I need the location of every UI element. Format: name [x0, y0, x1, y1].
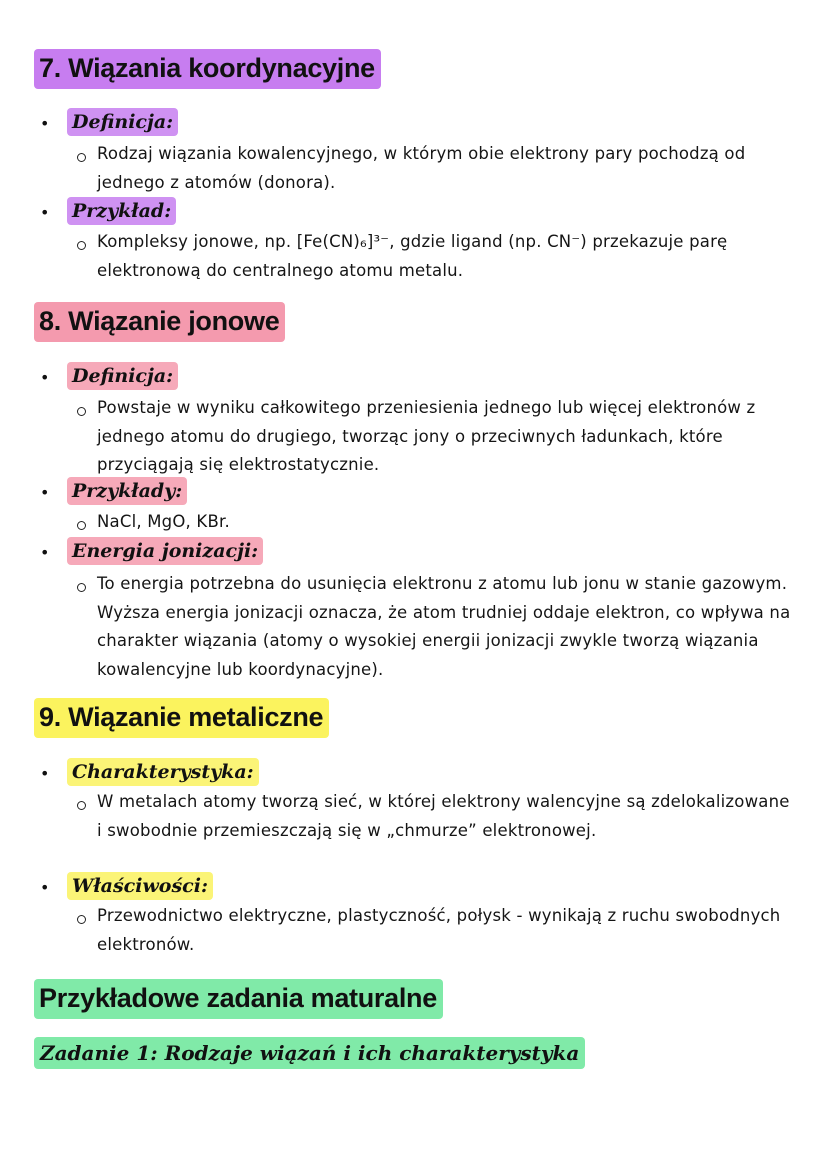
section-9-heading: 9. Wiązanie metaliczne: [34, 698, 329, 738]
circle-bullet-icon: [77, 407, 86, 416]
section-9-characteristics-text: W metalach atomy tworzą sieć, w której elektrony walencyjne są zdelokalizowane i swobodnie przemieszczają się w „chmurze” elektronowej.: [97, 792, 790, 840]
circle-bullet-icon: [77, 801, 86, 810]
section-7-heading: 7. Wiązania koordynacyjne: [34, 49, 381, 89]
bullet-icon: •: [40, 114, 50, 133]
section-8-ionization-label: Energia jonizacji:: [67, 537, 263, 565]
section-7-example-label: Przykład:: [67, 197, 176, 225]
bullet-icon: •: [40, 203, 50, 222]
section-8-definition-text: Powstaje w wyniku całkowitego przeniesienia jednego lub więcej elektronów z jednego atomu do drugiego, tworząc jony o przeciwnych ładunkach, które przyciągają się elektrostatycznie.: [97, 398, 756, 474]
section-8-examples-label: Przykłady:: [67, 477, 187, 505]
bullet-icon: •: [40, 878, 50, 897]
bullet-icon: •: [40, 764, 50, 783]
bullet-icon: •: [40, 543, 50, 562]
circle-bullet-icon: [77, 153, 86, 162]
section-7-definition-label: Definicja:: [67, 108, 178, 136]
circle-bullet-icon: [77, 521, 86, 530]
bullet-icon: •: [40, 368, 50, 387]
section-8-examples-text: NaCl, MgO, KBr.: [97, 512, 230, 531]
section-9-properties-text: Przewodnictwo elektryczne, plastyczność, połysk - wynikają z ruchu swobodnych elektronów.: [97, 906, 781, 954]
tasks-heading: Przykładowe zadania maturalne: [34, 979, 443, 1019]
section-8-heading: 8. Wiązanie jonowe: [34, 302, 285, 342]
section-9-characteristics-label: Charakterystyka:: [67, 758, 259, 786]
bullet-icon: •: [40, 483, 50, 502]
circle-bullet-icon: [77, 915, 86, 924]
section-7-definition-text: Rodzaj wiązania kowalencyjnego, w którym obie elektrony pary pochodzą od jednego z atomów (donora).: [97, 144, 746, 192]
section-8-ionization-text: To energia potrzebna do usunięcia elektronu z atomu lub jonu w stanie gazowym. Wyższa energia jonizacji oznacza, że atom trudniej oddaje elektron, co wpływa na charakter wiązania (atomy o wysokiej energii jonizacji zwykle tworzą wiązania kowalencyjne lub koordynacyjne).: [97, 574, 791, 679]
section-9-properties-label: Właściwości:: [67, 872, 213, 900]
circle-bullet-icon: [77, 583, 86, 592]
section-7-example-text: Kompleksy jonowe, np. [Fe(CN)₆]³⁻, gdzie ligand (np. CN⁻) przekazuje parę elektronową do centralnego atomu metalu.: [97, 232, 728, 280]
task-1-title: Zadanie 1: Rodzaje wiązań i ich charakterystyka: [34, 1037, 585, 1069]
circle-bullet-icon: [77, 241, 86, 250]
section-8-definition-label: Definicja:: [67, 362, 178, 390]
